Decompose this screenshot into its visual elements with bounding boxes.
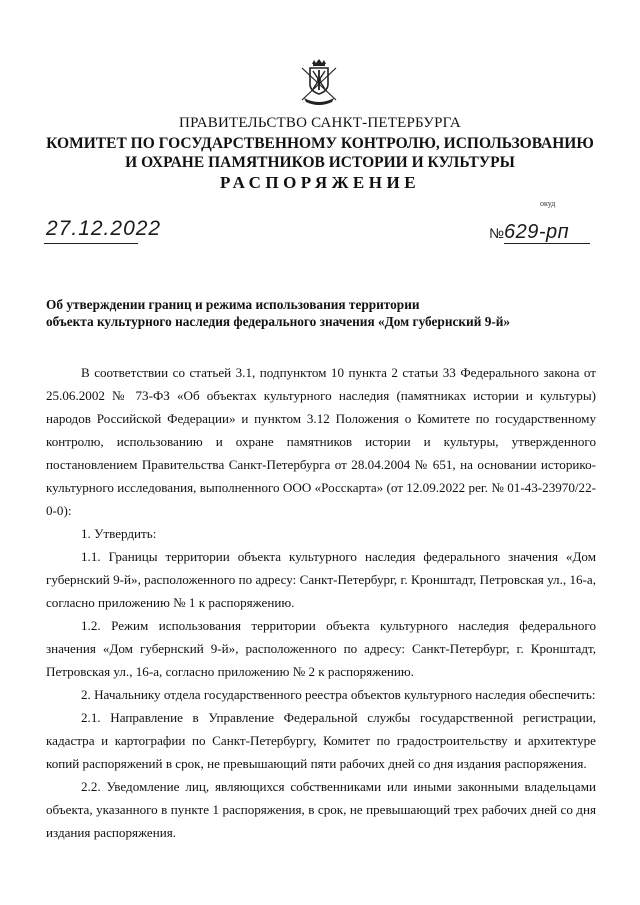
paragraph-item-2-2: 2.2. Уведомление лиц, являющихся собственниками или иными законными владельцами объекта, указанного в пункте 1 распоряжения, в срок, не превышающий трех рабочих дней со дня издания распоряжения. bbox=[46, 779, 596, 840]
paragraph-item-1-1: 1.1. Границы территории объекта культурного наследия федерального значения «Дом губернский 9-й», расположенного по адресу: Санкт-Петербург, г. Кронштадт, Петровская ул., 16-а, согласно приложению № 1 к распоряжению. bbox=[46, 549, 596, 610]
committee-line-2: И ОХРАНЕ ПАМЯТНИКОВ ИСТОРИИ И КУЛЬТУРЫ bbox=[125, 154, 515, 171]
document-number-block bbox=[489, 221, 569, 244]
document-number: 629-рп bbox=[504, 221, 570, 243]
subject-line-2: объекта культурного наследия федерального значения «Дом губернский 9-й» bbox=[46, 313, 511, 329]
government-name: ПРАВИТЕЛЬСТВО САНКТ-ПЕТЕРБУРГА bbox=[179, 115, 461, 131]
document-date: 27.12.2022 bbox=[46, 217, 162, 240]
paragraph-item-1-2: 1.2. Режим использования территории объекта культурного наследия федерального значения «Дом губернский 9-й», расположенного по адресу: Санкт-Петербург, г. Кронштадт, Петровская ул., 16-а, согласно приложению № 2 к распоряжению. bbox=[46, 618, 596, 679]
document-body bbox=[46, 361, 596, 844]
coat-of-arms-icon bbox=[296, 58, 342, 108]
okud-label: окуд bbox=[540, 199, 556, 208]
date-underline bbox=[44, 243, 138, 244]
committee-name bbox=[0, 134, 640, 172]
document-type-title: РАСПОРЯЖЕНИЕ bbox=[219, 173, 421, 192]
number-underline bbox=[504, 243, 590, 244]
subject-line-1: Об утверждении границ и режима использования территории bbox=[46, 297, 420, 312]
paragraph-preamble: В соответствии со статьей 3.1, подпунктом 10 пункта 2 статьи 33 Федерального закона от 25.06.2002 № 73-ФЗ «Об объектах культурного наследия (памятниках истории и культуры) народов Российской Федерации» и пунктом 3.12 Положения о Комитете по государственному контролю, использованию и охране памятников истории и культуры, утвержденного постановлением Правительства Санкт-Петербурга от 28.04.2004 № 651, на основании историко-культурного исследования, выполненного ООО «Росскарта» (от 12.09.2022 рег. № 01-43-23970/22-0-0): bbox=[46, 365, 596, 518]
paragraph-item-2: 2. Начальнику отдела государственного реестра объектов культурного наследия обеспечить: bbox=[81, 687, 596, 702]
paragraph-item-1: 1. Утвердить: bbox=[81, 526, 157, 541]
number-sign: № bbox=[489, 225, 505, 241]
document-subject bbox=[46, 297, 566, 330]
committee-line-1: КОМИТЕТ ПО ГОСУДАРСТВЕННОМУ КОНТРОЛЮ, ИСПОЛЬЗОВАНИЮ bbox=[46, 135, 594, 152]
paragraph-item-2-1: 2.1. Направление в Управление Федеральной службы государственной регистрации, кадастра и картографии по Санкт-Петербургу, Комитет по градостроительству и архитектуре копий распоряжений в срок, не превышающий пяти рабочих дней со дня издания распоряжения. bbox=[46, 710, 596, 771]
